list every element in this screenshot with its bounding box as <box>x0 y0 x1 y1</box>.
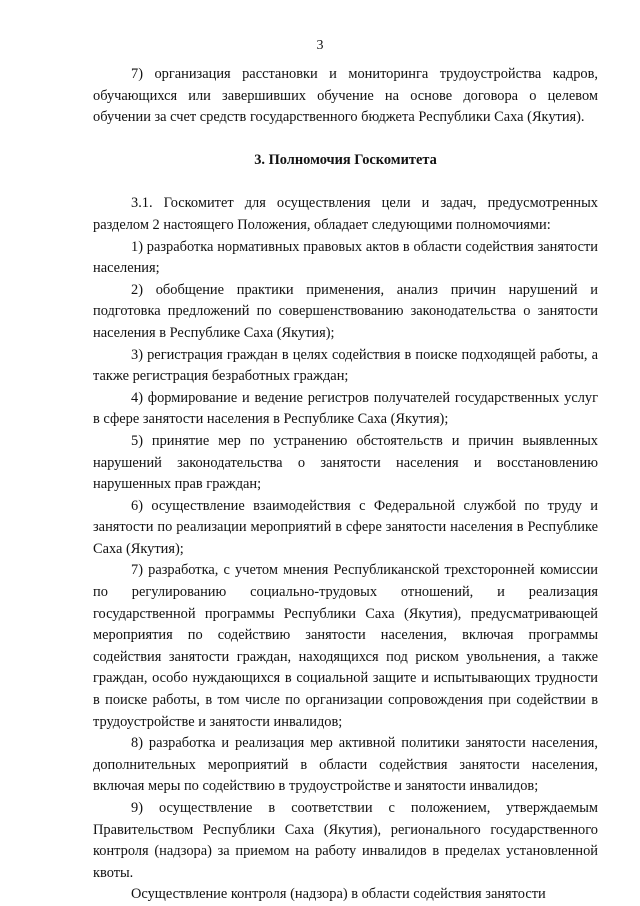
list-item: 6) осуществление взаимодействия с Федеральной службой по труду и занятости по реализации мероприятий в сфере занятости населения в Республике Саха (Якутия); <box>93 497 598 557</box>
list-item: 2) обобщение практики применения, анализ причин нарушений и подготовка предложений по совершенствованию законодательства о занятости населения в Республике Саха (Якутия); <box>93 281 598 341</box>
list-item: 9) осуществление в соответствии с положением, утверждаемым Правительством Республики Саха (Якутия), регионального государственного контроля (надзора) за приемом на работу инвалидов в пределах установленной квоты. <box>93 800 598 881</box>
clause-intro: 3.1. Госкомитет для осуществления цели и задач, предусмотренных разделом 2 настоящего Положения, обладает следующими полномочиями: <box>93 195 598 233</box>
page-number: 3 <box>316 38 324 53</box>
trailing-paragraph: Осуществление контроля (надзора) в области содействия занятости <box>131 886 546 903</box>
document-body <box>93 64 598 906</box>
intro-item: 7) организация расстановки и мониторинга трудоустройства кадров, обучающихся или завершивших обучение на основе договора о целевом обучении за счет средств государственного бюджета Республики Саха (Якутия). <box>93 66 598 126</box>
list-item: 1) разработка нормативных правовых актов в области содействия занятости населения; <box>93 238 598 277</box>
list-item: 8) разработка и реализация мер активной политики занятости населения, дополнительных мероприятий в области содействия занятости населения, включая меры по содействию в трудоустройстве и занятости инвалидов; <box>93 735 598 795</box>
list-item: 3) регистрация граждан в целях содействия в поиске подходящей работы, а также регистрация безработных граждан; <box>93 346 598 385</box>
list-item: 4) формирование и ведение регистров получателей государственных услуг в сфере занятости населения в Республике Саха (Якутия); <box>93 389 598 428</box>
section-title: 3. Полномочия Госкомитета <box>254 151 437 168</box>
list-item: 7) разработка, с учетом мнения Республиканской трехсторонней комиссии по регулированию социально-трудовых отношений, и реализация государственной программы Республики Саха (Якутия), предусматривающей мероприятия по содействию занятости населения, включая программы содействия занятости граждан, находящихся под риском увольнения, а также граждан, особо нуждающихся в социальной защите и испытывающих трудности в поиске работы, в том числе по организации сопровождения при содействии в трудоустройстве и занятости инвалидов; <box>93 562 598 730</box>
list-item: 5) принятие мер по устранению обстоятельств и причин выявленных нарушений законодательства о занятости населения и восстановлению нарушенных прав граждан; <box>93 432 598 493</box>
